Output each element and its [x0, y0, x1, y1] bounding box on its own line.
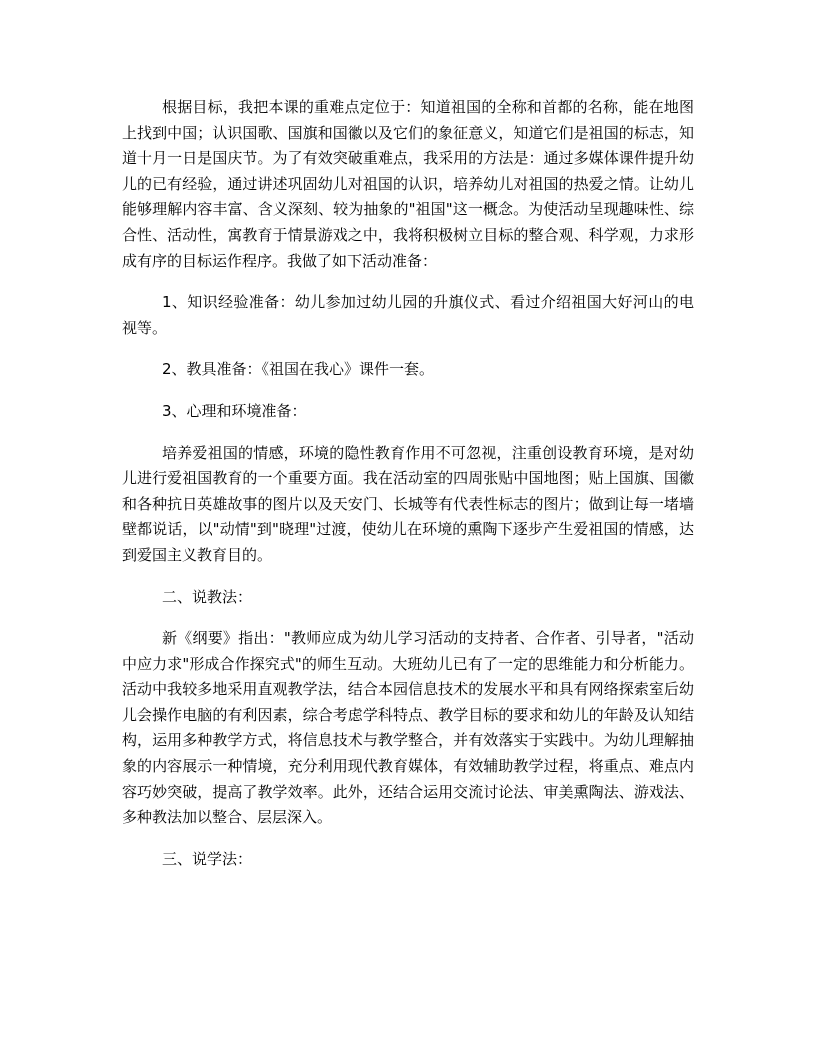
paragraph-environment: 培养爱祖国的情感，环境的隐性教育作用不可忽视，注重创设教育环境，是对幼儿进行爱祖国教育的一个重要方面。我在活动室的四周张贴中国地图；贴上国旗、国徽和各种抗日英雄故事的图片以及天安门、长城等有代表性标志的图片；做到让每一堵墙壁都说话，以"动情"到"晓理"过渡，使幼儿在环境的熏陶下逐步产生爱祖国的情感，达到爱国主义教育目的。: [122, 443, 694, 564]
paragraph-knowledge-prep: 1、知识经验准备：幼儿参加过幼儿园的升旗仪式、看过介绍祖国大好河山的电视等。: [122, 293, 694, 337]
paragraph-gap: [122, 610, 694, 626]
paragraph-gap: [122, 425, 694, 441]
section-heading-teaching-methods: 二、说教法：: [162, 587, 253, 606]
section-heading-learning-methods: 三、说学法：: [162, 849, 253, 868]
paragraph-gap: [122, 383, 694, 399]
paragraph-gap: [122, 341, 694, 357]
paragraph-teaching-methods: 新《纲要》指出："教师应成为幼儿学习活动的支持者、合作者、引导者，"活动中应力求"形成合作探究式"的师生互动。大班幼儿已有了一定的思维能力和分析能力。活动中我较多地采用直观教学法，结合本园信息技术的发展水平和具有网络探索室后幼儿会操作电脑的有利因素，综合考虑学科特点、教学目标的要求和幼儿的年龄及认知结构，运用多种教学方式，将信息技术与教学整合，并有效落实于实践中。为幼儿理解抽象的内容展示一种情境，充分利用现代教育媒体，有效辅助教学过程，将重点、难点内容巧妙突破，提高了教学效率。此外，还结合运用交流讨论法、审美熏陶法、游戏法、多种教法加以整合、层层深入。: [122, 629, 694, 827]
paragraph-teaching-aids: 2、教具准备：《祖国在我心》课件一套。: [162, 360, 435, 379]
document-page: [122, 95, 694, 872]
paragraph-gap: [122, 274, 694, 290]
paragraph-gap: [122, 569, 694, 585]
paragraph-goals: 根据目标，我把本课的重难点定位于：知道祖国的全称和首都的名称，能在地图上找到中国；认识国歌、国旗和国徽以及它们的象征意义，知道它们是祖国的标志，知道十月一日是国庆节。为了有效突破重难点，我采用的方法是：通过多媒体课件提升幼儿的已有经验，通过讲述巩固幼儿对祖国的认识，培养幼儿对祖国的热爱之情。让幼儿能够理解内容丰富、含义深刻、较为抽象的"祖国"这一概念。为使活动呈现趣味性、综合性、活动性，寓教育于情景游戏之中，我将积极树立目标的整合观、科学观，力求形成有序的目标运作程序。我做了如下活动准备：: [122, 98, 694, 270]
paragraph-gap: [122, 831, 694, 847]
paragraph-environment-heading: 3、心理和环境准备：: [162, 401, 307, 420]
